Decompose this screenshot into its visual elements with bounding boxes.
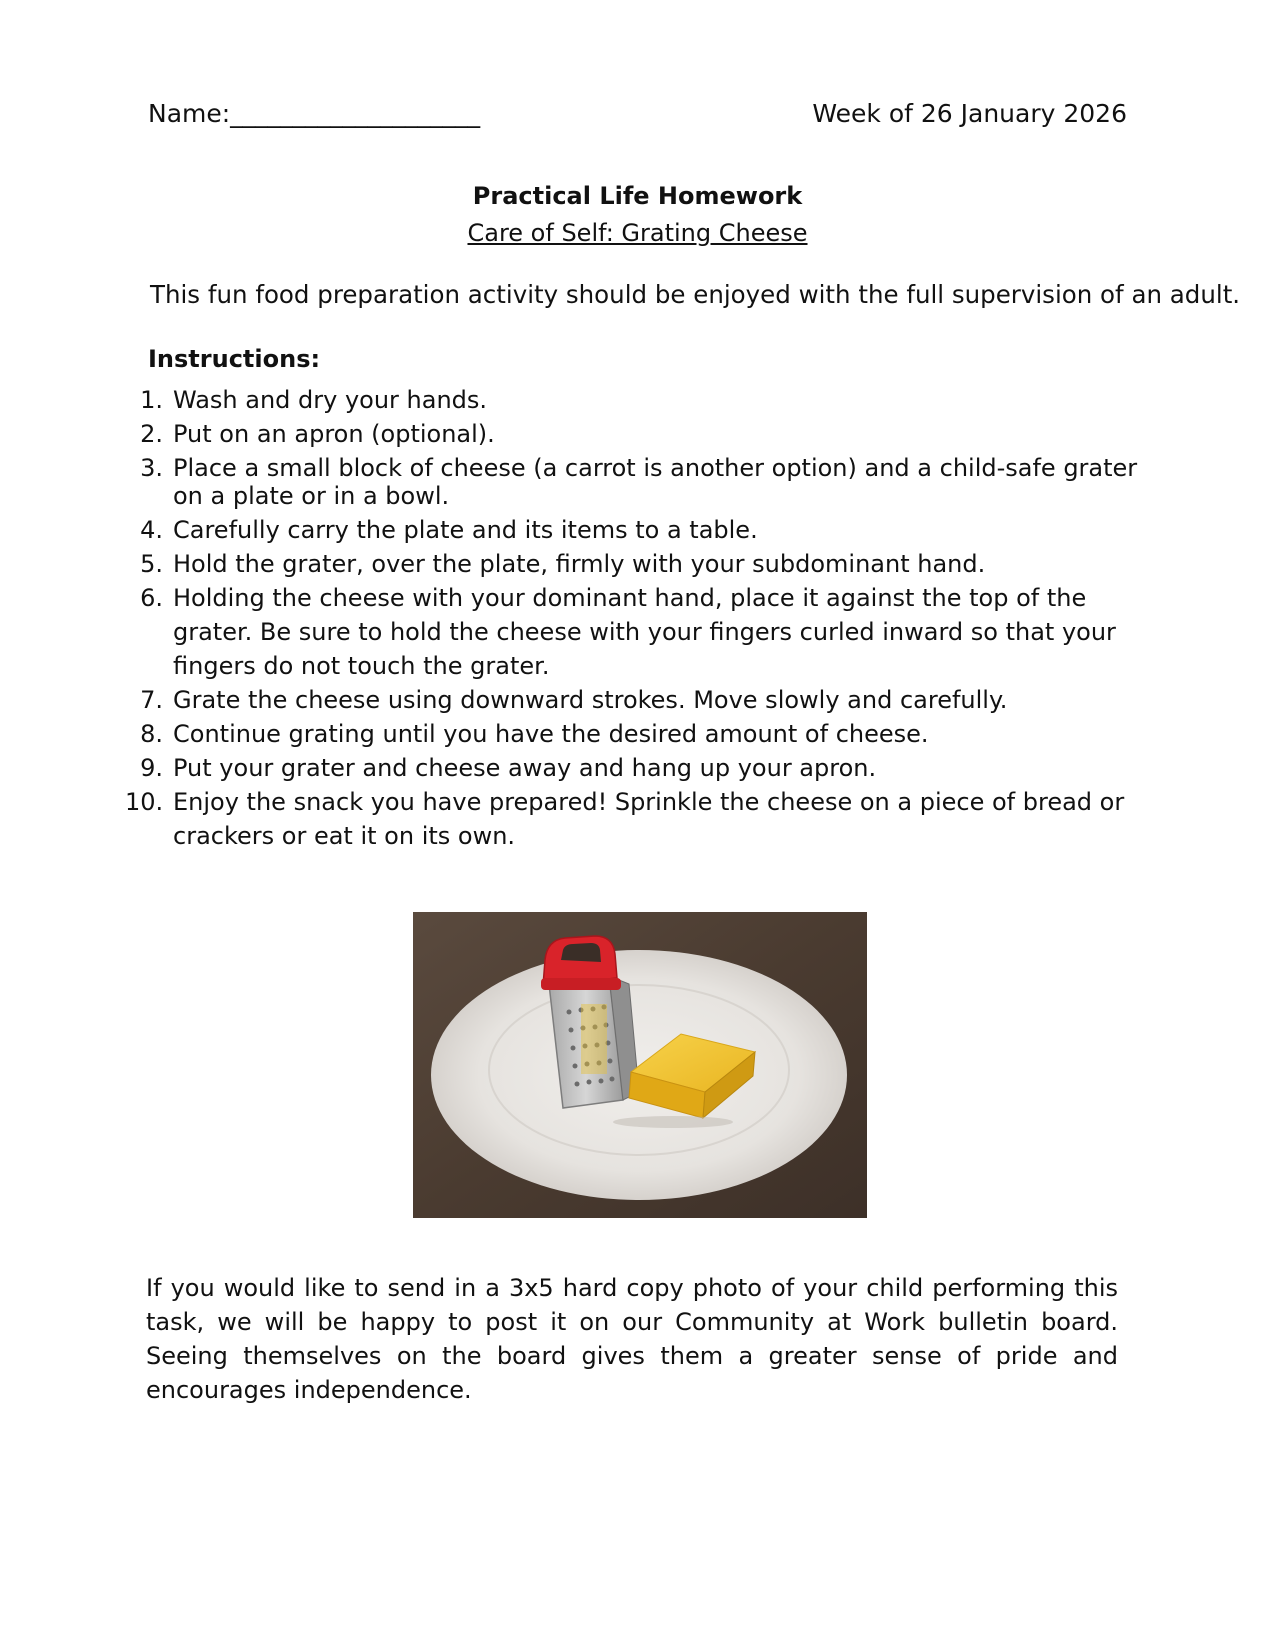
list-item xyxy=(125,785,1155,853)
intro-text: This fun food preparation activity should be enjoyed with the full supervision of an adult. xyxy=(150,280,1241,309)
list-number: 4. xyxy=(140,516,163,544)
grater-cheese-glimpse xyxy=(581,1004,607,1074)
list-number: 7. xyxy=(140,686,163,714)
name-field-label: Name:____________________ xyxy=(148,99,481,128)
list-number: 8. xyxy=(140,720,163,748)
photo-illustration xyxy=(413,912,867,1218)
list-item xyxy=(125,751,1155,785)
list-item xyxy=(125,547,1155,581)
grater-cheese-photo xyxy=(413,912,867,1218)
list-item xyxy=(125,717,1155,751)
list-item xyxy=(125,683,1155,717)
list-number: 6. xyxy=(140,584,163,612)
list-number: 5. xyxy=(140,550,163,578)
list-text: Continue grating until you have the desired amount of cheese. xyxy=(173,720,929,748)
list-number: 3. xyxy=(140,454,163,482)
instructions-heading: Instructions: xyxy=(148,345,321,373)
list-text: Wash and dry your hands. xyxy=(173,386,488,414)
list-text: Carefully carry the plate and its items to a table. xyxy=(173,516,758,544)
list-number: 1. xyxy=(140,386,163,414)
list-item xyxy=(125,513,1155,547)
list-text: Hold the grater, over the plate, firmly with your subdominant hand. xyxy=(173,550,986,578)
list-text: Place a small block of cheese (a carrot is another option) and a child-safe grater on a plate or in a bowl. xyxy=(173,454,1138,510)
cheese-shadow xyxy=(613,1116,733,1128)
list-number: 2. xyxy=(140,420,163,448)
list-text: Holding the cheese with your dominant hand, place it against the top of the grater. Be sure to hold the cheese with your fingers curled inward so that your fingers do not touch the grater. xyxy=(173,584,1116,680)
list-item xyxy=(125,451,1155,513)
week-date: Week of 26 January 2026 xyxy=(812,99,1127,128)
list-item xyxy=(125,581,1155,683)
list-item xyxy=(125,417,1155,451)
list-text: Put on an apron (optional). xyxy=(173,420,495,448)
list-number: 9. xyxy=(140,754,163,782)
list-number: 10. xyxy=(125,788,164,816)
page-title: Practical Life Homework xyxy=(472,182,803,210)
list-text: Grate the cheese using downward strokes. Move slowly and carefully. xyxy=(173,686,1008,714)
grater-handle-base xyxy=(541,978,621,990)
instructions-list xyxy=(125,383,1155,853)
list-text: Enjoy the snack you have prepared! Sprinkle the cheese on a piece of bread or crackers or eat it on its own. xyxy=(173,788,1125,850)
list-text: Put your grater and cheese away and hang up your apron. xyxy=(173,754,877,782)
page-subtitle: Care of Self: Grating Cheese xyxy=(467,219,808,247)
list-item xyxy=(125,383,1155,417)
grater-handle-hole xyxy=(561,943,601,962)
closing-paragraph: If you would like to send in a 3x5 hard copy photo of your child performing this task, we will be happy to post it on our Community at Work bulletin board. Seeing themselves on the board gives them a greater sense of pride and encourages independence. xyxy=(146,1274,1118,1404)
